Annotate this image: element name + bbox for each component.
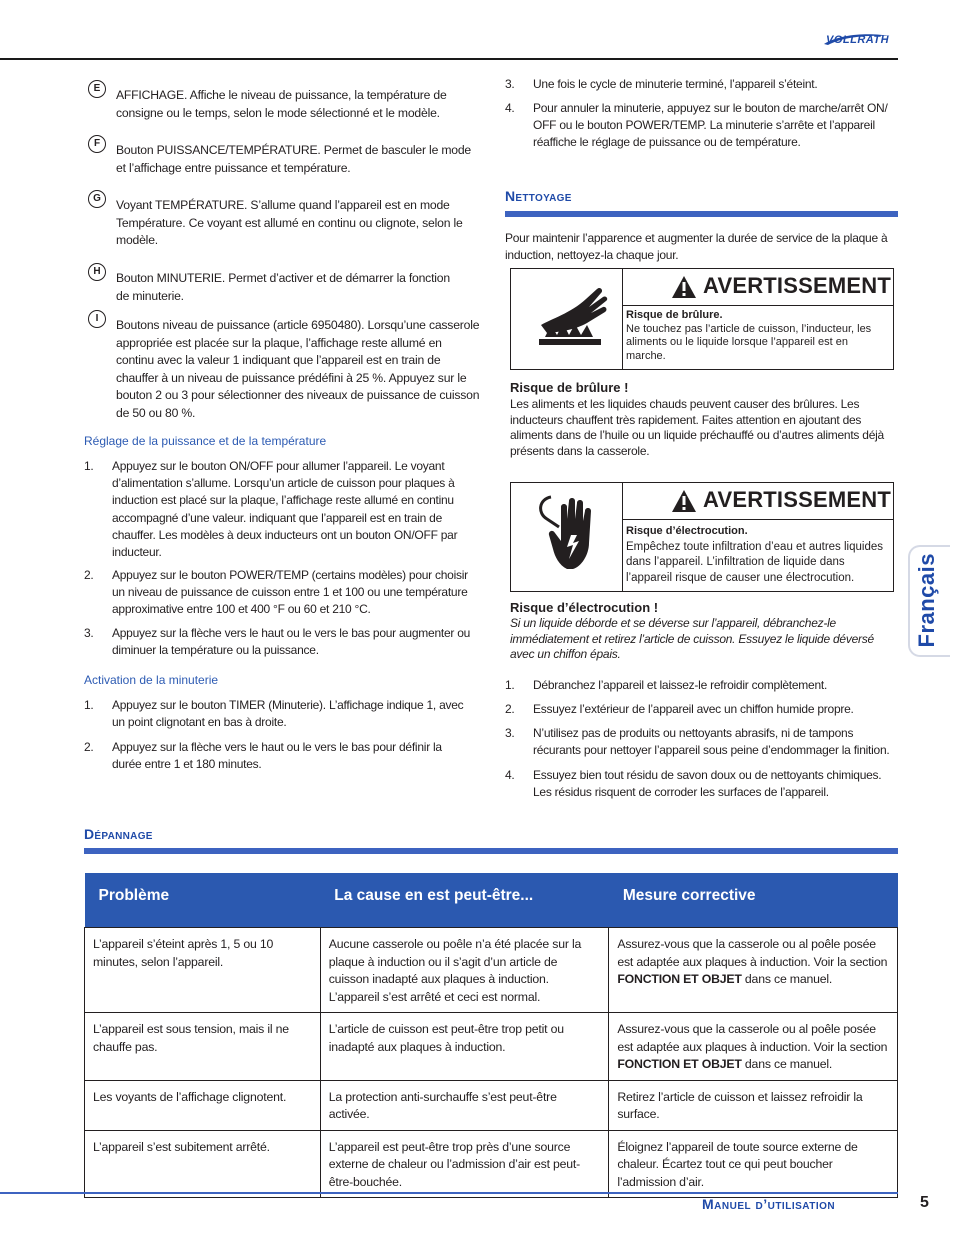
table-row (85, 1013, 898, 1081)
power-step-num: 2. (84, 568, 94, 582)
fix-text-end: dans ce manuel. (741, 1057, 833, 1071)
page-number: 5 (920, 1194, 929, 1211)
footer-rule (0, 1192, 898, 1194)
warning-title-cell (623, 269, 893, 305)
column-header: Mesure corrective (609, 873, 898, 928)
fix-ref: FONCTION ET OBJET (617, 1057, 742, 1071)
logo-swoosh-icon (822, 31, 892, 47)
fix-cell (609, 1080, 898, 1130)
cause-cell: La protection anti-surchauffe s’est peut-être activée. (320, 1080, 609, 1130)
cleaning-step-num: 3. (505, 726, 515, 740)
power-step-text: Appuyez sur la flèche vers le haut ou le vers le bas pour augmenter ou diminuer la température ou la puissance. (112, 626, 471, 658)
item-h-text: Bouton MINUTERIE. Permet d’activer et de démarrer la fonction de minuterie. (116, 271, 450, 303)
problem-cell: Les voyants de l’affichage clignotent. (85, 1080, 321, 1130)
warning-risk: Risque de brûlure. (626, 309, 723, 321)
item-f-text: Bouton PUISSANCE/TEMPÉRATURE. Permet de basculer le mode et l’affichage entre puissance et température. (116, 143, 472, 175)
troubleshooting-rule (84, 848, 898, 854)
fix-text-end: dans ce manuel. (741, 972, 833, 986)
table-row (85, 928, 898, 1013)
item-e-text: AFFICHAGE. Affiche le niveau de puissance, la température de consigne ou le temps, selon le mode sélectionné et le modèle. (116, 88, 447, 120)
callout-e: E (88, 80, 106, 98)
fix-text: Éloignez l’appareil de toute source externe de chaleur. Écartez tout ce qui peut boucher l’admission d’air. (617, 1139, 858, 1189)
warning-title: AVERTISSEMENT (703, 487, 891, 512)
cleaning-step-text: Débranchez l’appareil et laissez-le refroidir complètement. (533, 678, 828, 692)
warning-sep (623, 519, 893, 520)
table-header-row (85, 873, 898, 928)
table-row (85, 1130, 898, 1198)
problem-cell: L’appareil est sous tension, mais il ne chauffe pas. (85, 1013, 321, 1081)
column-header: Problème (85, 873, 321, 928)
electric-shock-hand-icon (511, 483, 622, 591)
shock-title: Risque d’électrocution ! (510, 600, 659, 615)
timer-heading: Activation de la minuterie (84, 673, 219, 687)
fix-cell (609, 1130, 898, 1198)
brand-name: VOLLRATH (826, 33, 890, 46)
power-step-text: Appuyez sur le bouton ON/OFF pour allumer l’appareil. Le voyant d’alimentation s’allume. Lorsqu’un article de cuisson pour plaques à induction est placé sur la plaque, l’affichage reste allumé en continu accompagné d’une valeur. indiquant que l’appareil est en train de chauffer. Les modèles à deux inducteurs ont un bouton ON/OFF par inducteur. (112, 459, 458, 560)
cleaning-intro: Pour maintenir l’apparence et augmenter la durée de service de la plaque à induction, nettoyez-la chaque jour. (505, 231, 888, 263)
fix-text: Retirez l’article de cuisson et laissez refroidir la surface. (617, 1089, 863, 1121)
cleaning-step-num: 2. (505, 702, 515, 716)
cleaning-step-num: 4. (505, 768, 515, 782)
fix-text: Assurez-vous que la casserole ou al poêle posée est adaptée aux plaques à induction. Voir la section (617, 1022, 888, 1054)
table-row (85, 1080, 898, 1130)
timer-step-text: Pour annuler la minuterie, appuyez sur le bouton de marche/arrêt ON/ OFF ou le bouton POWER/TEMP. La minuterie s’arrête et l’appareil réaffiche le réglage de puissance ou de température. (533, 101, 888, 150)
shock-text: Si un liquide déborde et se déverse sur l’appareil, débranchez-le immédiatement et retirez l’article de cuisson. Essuyez le liquide déversé avec un chiffon épais. (510, 616, 874, 661)
timer-step-num: 3. (505, 77, 515, 91)
burn-title: Risque de brûlure ! (510, 380, 629, 395)
warning-triangle-icon (671, 489, 697, 513)
callout-i: I (88, 310, 106, 328)
warning-desc: Ne touchez pas l’article de cuisson, l’inducteur, les aliments ou le liquide lorsque l’appareil est en marche. (626, 322, 872, 362)
fix-cell (609, 1013, 898, 1081)
burn-text: Les aliments et les liquides chauds peuvent causer des brûlures. Les inducteurs chauffent très rapidement. Faites attention en ajoutant des aliments dans de l’huile ou un liquide préchauffé ou d’autres aliments déjà présents dans la casserole. (510, 397, 884, 458)
warning-desc: Empêchez toute infiltration d’eau et autres liquides dans l’appareil. L’infiltration de liquide dans l’appareil risque de causer une électrocution. (626, 540, 883, 584)
warning-box-burn (510, 268, 894, 370)
cleaning-step-text: Essuyez l’extérieur de l’appareil avec un chiffon humide propre. (533, 702, 854, 716)
timer-step-text: Appuyez sur la flèche vers le haut ou le vers le bas pour définir la durée entre 1 et 180 minutes. (112, 740, 442, 772)
fix-cell (609, 928, 898, 1013)
warning-sep (623, 305, 893, 306)
cleaning-rule (505, 211, 898, 217)
column-header: La cause en est peut-être... (320, 873, 609, 928)
cleaning-heading: Nettoyage (505, 188, 572, 204)
warning-risk: Risque d’électrocution. (626, 525, 748, 537)
footer-title: Manuel d’utilisation (702, 1196, 836, 1212)
timer-step-num: 4. (505, 101, 515, 115)
header-rule (0, 58, 898, 60)
fix-text: Assurez-vous que la casserole ou al poêle posée est adaptée aux plaques à induction. Voir la section (617, 937, 888, 969)
cause-cell: L’appareil est peut-être trop près d’une source externe de chaleur ou l’admission d’air est peut-être-bouchée. (320, 1130, 609, 1198)
problem-cell: L’appareil s’est subitement arrêté. (85, 1130, 321, 1198)
warning-triangle-icon (671, 275, 697, 299)
cleaning-step-text: N’utilisez pas de produits ou nettoyants abrasifs, ni de tampons récurants pour nettoyer l’appareil sous peine d’endommager la finition. (533, 726, 890, 758)
fix-ref: FONCTION ET OBJET (617, 972, 742, 986)
warning-title: AVERTISSEMENT (703, 273, 891, 298)
warning-body (626, 524, 888, 586)
callout-f: F (88, 135, 106, 153)
timer-step-text: Appuyez sur le bouton TIMER (Minuterie). L’affichage indique 1, avec un point clignotant en bas à droite. (112, 698, 464, 730)
warning-icon-cell (511, 269, 623, 369)
power-step-num: 1. (84, 459, 94, 473)
troubleshooting-heading: Dépannage (84, 826, 153, 842)
vollrath-logo (822, 30, 892, 47)
warning-box-shock (510, 482, 894, 592)
warning-icon-cell (511, 483, 623, 591)
timer-step-num: 2. (84, 740, 94, 754)
troubleshooting-table (84, 873, 898, 1198)
callout-g: G (88, 190, 106, 208)
timer-step-text: Une fois le cycle de minuterie terminé, l’appareil s’éteint. (533, 77, 818, 91)
cleaning-step-num: 1. (505, 678, 515, 692)
item-g-text: Voyant TEMPÉRATURE. S’allume quand l’appareil est en mode Température. Ce voyant est allumé en continu ou clignote, selon le modèle. (116, 198, 463, 247)
power-step-text: Appuyez sur le bouton POWER/TEMP (certains modèles) pour choisir un niveau de puissance de cuisson entre 1 et 100 ou une température approximative entre 100 et 400 °F ou 60 et 210 °C. (112, 568, 468, 617)
cleaning-step-text: Essuyez bien tout résidu de savon doux ou de nettoyants chimiques. Les résidus risquent de corroder les surfaces de l’appareil. (533, 768, 882, 800)
hot-surface-hand-icon (511, 269, 622, 369)
timer-step-num: 1. (84, 698, 94, 712)
language-tab (908, 545, 950, 657)
problem-cell: L’appareil s’éteint après 1, 5 ou 10 minutes, selon l’appareil. (85, 928, 321, 1013)
cause-cell: Aucune casserole ou poêle n’a été placée sur la plaque à induction ou il s’agit d’un article de cuisson inadapté aux plaques à induction. L’appareil s’est arrêté et ceci est normal. (320, 928, 609, 1013)
callout-h: H (88, 263, 106, 281)
warning-title-cell (623, 483, 893, 519)
power-heading: Réglage de la puissance et de la température (84, 434, 327, 448)
item-i-text: Boutons niveau de puissance (article 6950480). Lorsqu’une casserole appropriée est placée sur la plaque, l’affichage reste allumé en continu avec la valeur 1 indiquant que l’appareil est en train de chauffer à un niveau de puissance prédéfini à 25 %. Appuyez sur le bouton 2 ou 3 pour sélectionner des niveaux de puissance de cuisson de 50 ou 80 %. (116, 318, 480, 420)
cause-cell: L’article de cuisson est peut-être trop petit ou inadapté aux plaques à induction. (320, 1013, 609, 1081)
power-step-num: 3. (84, 626, 94, 640)
warning-body (626, 309, 888, 363)
language-tab-label: Français (914, 553, 939, 648)
